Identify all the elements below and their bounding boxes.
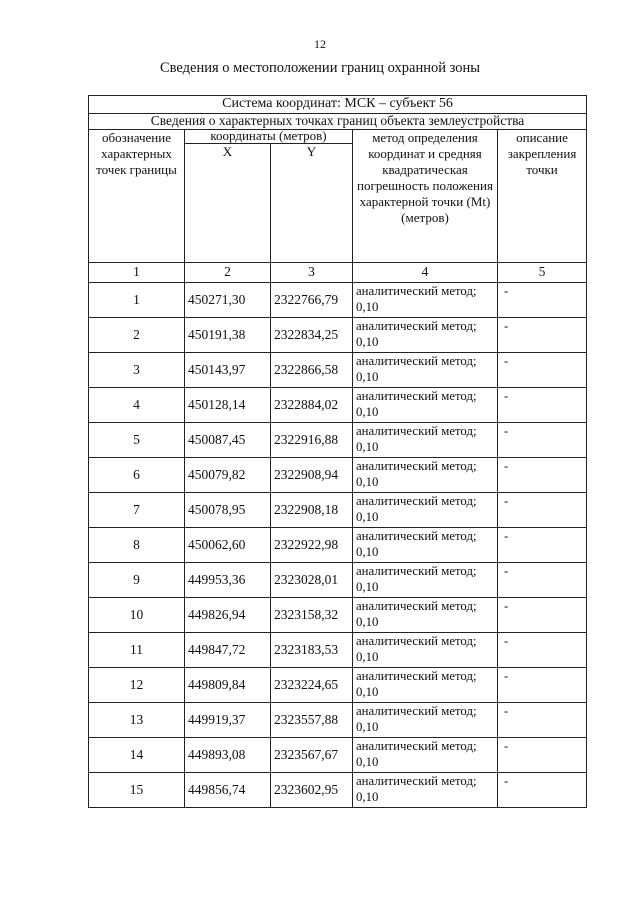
description-cell: - — [498, 353, 587, 388]
table-row — [89, 668, 587, 703]
x-coordinate-cell: 450143,97 — [185, 353, 271, 388]
point-number-cell: 2 — [89, 318, 185, 353]
y-coordinate-cell: 2322884,02 — [271, 388, 353, 423]
table-row — [89, 493, 587, 528]
header-description: описание закрепления точки — [498, 130, 587, 263]
x-coordinate-cell: 450062,60 — [185, 528, 271, 563]
system-header-row — [89, 96, 587, 114]
y-coordinate-cell: 2322834,25 — [271, 318, 353, 353]
table-row — [89, 353, 587, 388]
y-coordinate-cell: 2322908,94 — [271, 458, 353, 493]
description-cell: - — [498, 703, 587, 738]
point-number-cell: 3 — [89, 353, 185, 388]
description-cell: - — [498, 318, 587, 353]
table-row — [89, 598, 587, 633]
column-header-row — [89, 130, 587, 144]
x-coordinate-cell: 449847,72 — [185, 633, 271, 668]
description-cell: - — [498, 773, 587, 808]
point-number-cell: 7 — [89, 493, 185, 528]
method-cell: аналитический метод; 0,10 — [353, 633, 498, 668]
description-cell: - — [498, 283, 587, 318]
column-number: 3 — [271, 263, 353, 283]
x-coordinate-cell: 449856,74 — [185, 773, 271, 808]
table-row — [89, 703, 587, 738]
coordinates-table — [88, 95, 587, 808]
column-number: 1 — [89, 263, 185, 283]
description-cell: - — [498, 633, 587, 668]
x-coordinate-cell: 450191,38 — [185, 318, 271, 353]
x-coordinate-cell: 450128,14 — [185, 388, 271, 423]
description-cell: - — [498, 668, 587, 703]
table-row — [89, 318, 587, 353]
header-y: Y — [271, 144, 353, 263]
point-number-cell: 15 — [89, 773, 185, 808]
y-coordinate-cell: 2322916,88 — [271, 423, 353, 458]
header-x: X — [185, 144, 271, 263]
y-coordinate-cell: 2323183,53 — [271, 633, 353, 668]
method-cell: аналитический метод; 0,10 — [353, 353, 498, 388]
description-cell: - — [498, 528, 587, 563]
header-method: метод определения координат и средняя квадратическая погрешность положения характерной точки (Mt) (метров) — [353, 130, 498, 263]
coordinate-system-header: Система координат: МСК – субъект 56 — [89, 96, 587, 114]
table-row — [89, 563, 587, 598]
x-coordinate-cell: 449826,94 — [185, 598, 271, 633]
description-cell: - — [498, 598, 587, 633]
point-number-cell: 11 — [89, 633, 185, 668]
y-coordinate-cell: 2322922,98 — [271, 528, 353, 563]
method-cell: аналитический метод; 0,10 — [353, 388, 498, 423]
table-row — [89, 283, 587, 318]
column-number: 4 — [353, 263, 498, 283]
method-cell: аналитический метод; 0,10 — [353, 318, 498, 353]
column-number: 5 — [498, 263, 587, 283]
y-coordinate-cell: 2322866,58 — [271, 353, 353, 388]
point-number-cell: 4 — [89, 388, 185, 423]
description-cell: - — [498, 493, 587, 528]
method-cell: аналитический метод; 0,10 — [353, 493, 498, 528]
description-cell: - — [498, 458, 587, 493]
boundary-points-header: Сведения о характерных точках границ объекта землеустройства — [89, 114, 587, 130]
table-row — [89, 423, 587, 458]
document-title: Сведения о местоположении границ охранной зоны — [159, 60, 480, 76]
method-cell: аналитический метод; 0,10 — [353, 668, 498, 703]
y-coordinate-cell: 2323224,65 — [271, 668, 353, 703]
table-row — [89, 773, 587, 808]
point-number-cell: 6 — [89, 458, 185, 493]
description-cell: - — [498, 738, 587, 773]
point-number-cell: 14 — [89, 738, 185, 773]
x-coordinate-cell: 450079,82 — [185, 458, 271, 493]
y-coordinate-cell: 2323557,88 — [271, 703, 353, 738]
point-number-cell: 5 — [89, 423, 185, 458]
point-number-cell: 13 — [89, 703, 185, 738]
table-row — [89, 633, 587, 668]
description-cell: - — [498, 423, 587, 458]
method-cell: аналитический метод; 0,10 — [353, 598, 498, 633]
point-number-cell: 8 — [89, 528, 185, 563]
table-row — [89, 528, 587, 563]
header-coordinates: координаты (метров) — [185, 130, 353, 144]
description-cell: - — [498, 388, 587, 423]
method-cell: аналитический метод; 0,10 — [353, 563, 498, 598]
point-number-cell: 9 — [89, 563, 185, 598]
y-coordinate-cell: 2322766,79 — [271, 283, 353, 318]
method-cell: аналитический метод; 0,10 — [353, 528, 498, 563]
table-row — [89, 738, 587, 773]
method-cell: аналитический метод; 0,10 — [353, 423, 498, 458]
y-coordinate-cell: 2323158,32 — [271, 598, 353, 633]
x-coordinate-cell: 449893,08 — [185, 738, 271, 773]
method-cell: аналитический метод; 0,10 — [353, 738, 498, 773]
x-coordinate-cell: 450078,95 — [185, 493, 271, 528]
method-cell: аналитический метод; 0,10 — [353, 283, 498, 318]
y-coordinate-cell: 2323567,67 — [271, 738, 353, 773]
column-numbers-row — [89, 263, 587, 283]
info-header-row — [89, 114, 587, 130]
x-coordinate-cell: 449809,84 — [185, 668, 271, 703]
column-number: 2 — [185, 263, 271, 283]
page-number: 12 — [314, 37, 326, 51]
y-coordinate-cell: 2322908,18 — [271, 493, 353, 528]
method-cell: аналитический метод; 0,10 — [353, 773, 498, 808]
header-designation: обозначение характерных точек границы — [89, 130, 185, 263]
point-number-cell: 12 — [89, 668, 185, 703]
y-coordinate-cell: 2323602,95 — [271, 773, 353, 808]
table-row — [89, 458, 587, 493]
description-cell: - — [498, 563, 587, 598]
x-coordinate-cell: 450087,45 — [185, 423, 271, 458]
x-coordinate-cell: 449919,37 — [185, 703, 271, 738]
method-cell: аналитический метод; 0,10 — [353, 703, 498, 738]
x-coordinate-cell: 450271,30 — [185, 283, 271, 318]
y-coordinate-cell: 2323028,01 — [271, 563, 353, 598]
table-row — [89, 388, 587, 423]
point-number-cell: 10 — [89, 598, 185, 633]
x-coordinate-cell: 449953,36 — [185, 563, 271, 598]
method-cell: аналитический метод; 0,10 — [353, 458, 498, 493]
point-number-cell: 1 — [89, 283, 185, 318]
